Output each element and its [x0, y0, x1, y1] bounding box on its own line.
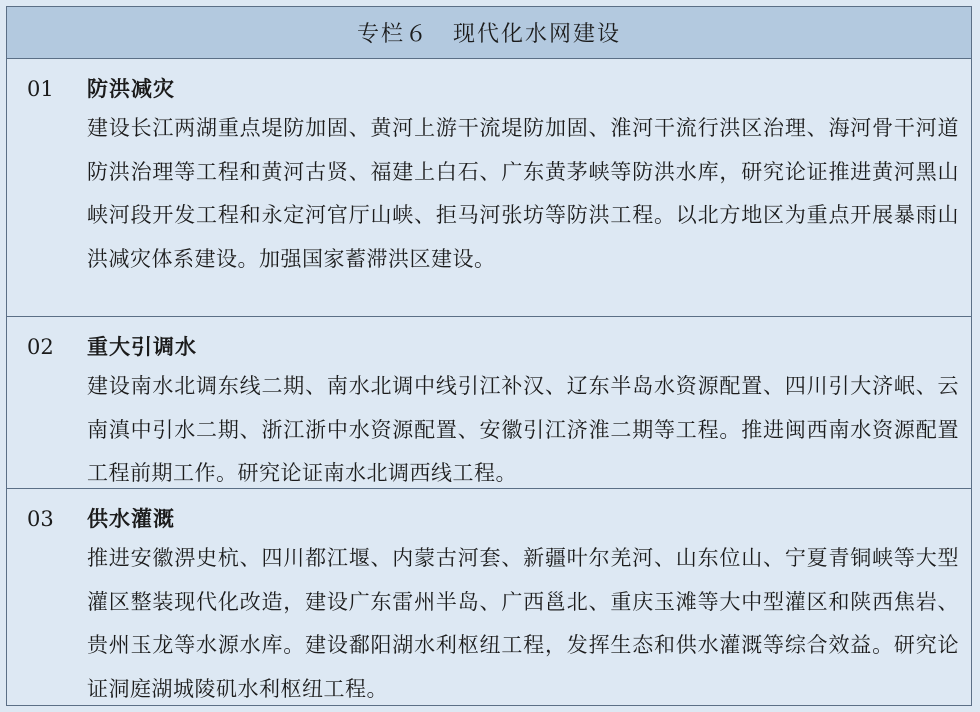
section-flood-control: [7, 59, 971, 317]
section-heading: [27, 73, 959, 107]
section-number: 01: [27, 77, 54, 101]
section-number: 03: [27, 507, 54, 531]
section-title: 防洪减灾: [87, 76, 175, 101]
section-body: 建设南水北调东线二期、南水北调中线引江补汉、辽东半岛水资源配置、四川引大济岷、云南滇中引水二期、浙江浙中水资源配置、安徽引江济淮二期等工程。推进闽西南水资源配置工程前期工作。研究论证南水北调西线工程。: [87, 374, 959, 485]
section-title: 重大引调水: [87, 334, 197, 359]
section-body: 建设长江两湖重点堤防加固、黄河上游干流堤防加固、淮河干流行洪区治理、海河骨干河道防洪治理等工程和黄河古贤、福建上白石、广东黄茅峡等防洪水库，研究论证推进黄河黑山峡河段开发工程和永定河官厅山峡、拒马河张坊等防洪工程。以北方地区为重点开展暴雨山洪减灾体系建设。加强国家蓄滞洪区建设。: [87, 116, 959, 271]
column-header: [7, 7, 971, 59]
section-heading: [27, 503, 959, 537]
column-box: [6, 6, 972, 706]
section-water-diversion: [7, 317, 971, 489]
column-title: 专栏６ 现代化水网建设: [356, 22, 621, 47]
section-water-supply-irrigation: [7, 489, 971, 703]
section-number: 02: [27, 335, 54, 359]
section-body: 推进安徽淠史杭、四川都江堰、内蒙古河套、新疆叶尔羌河、山东位山、宁夏青铜峡等大型灌区整装现代化改造，建设广东雷州半岛、广西邕北、重庆玉滩等大中型灌区和陕西焦岩、贵州玉龙等水源水库。建设鄱阳湖水利枢纽工程，发挥生态和供水灌溉等综合效益。研究论证洞庭湖城陵矶水利枢纽工程。: [87, 546, 959, 701]
section-title: 供水灌溉: [87, 506, 175, 531]
section-heading: [27, 331, 959, 365]
